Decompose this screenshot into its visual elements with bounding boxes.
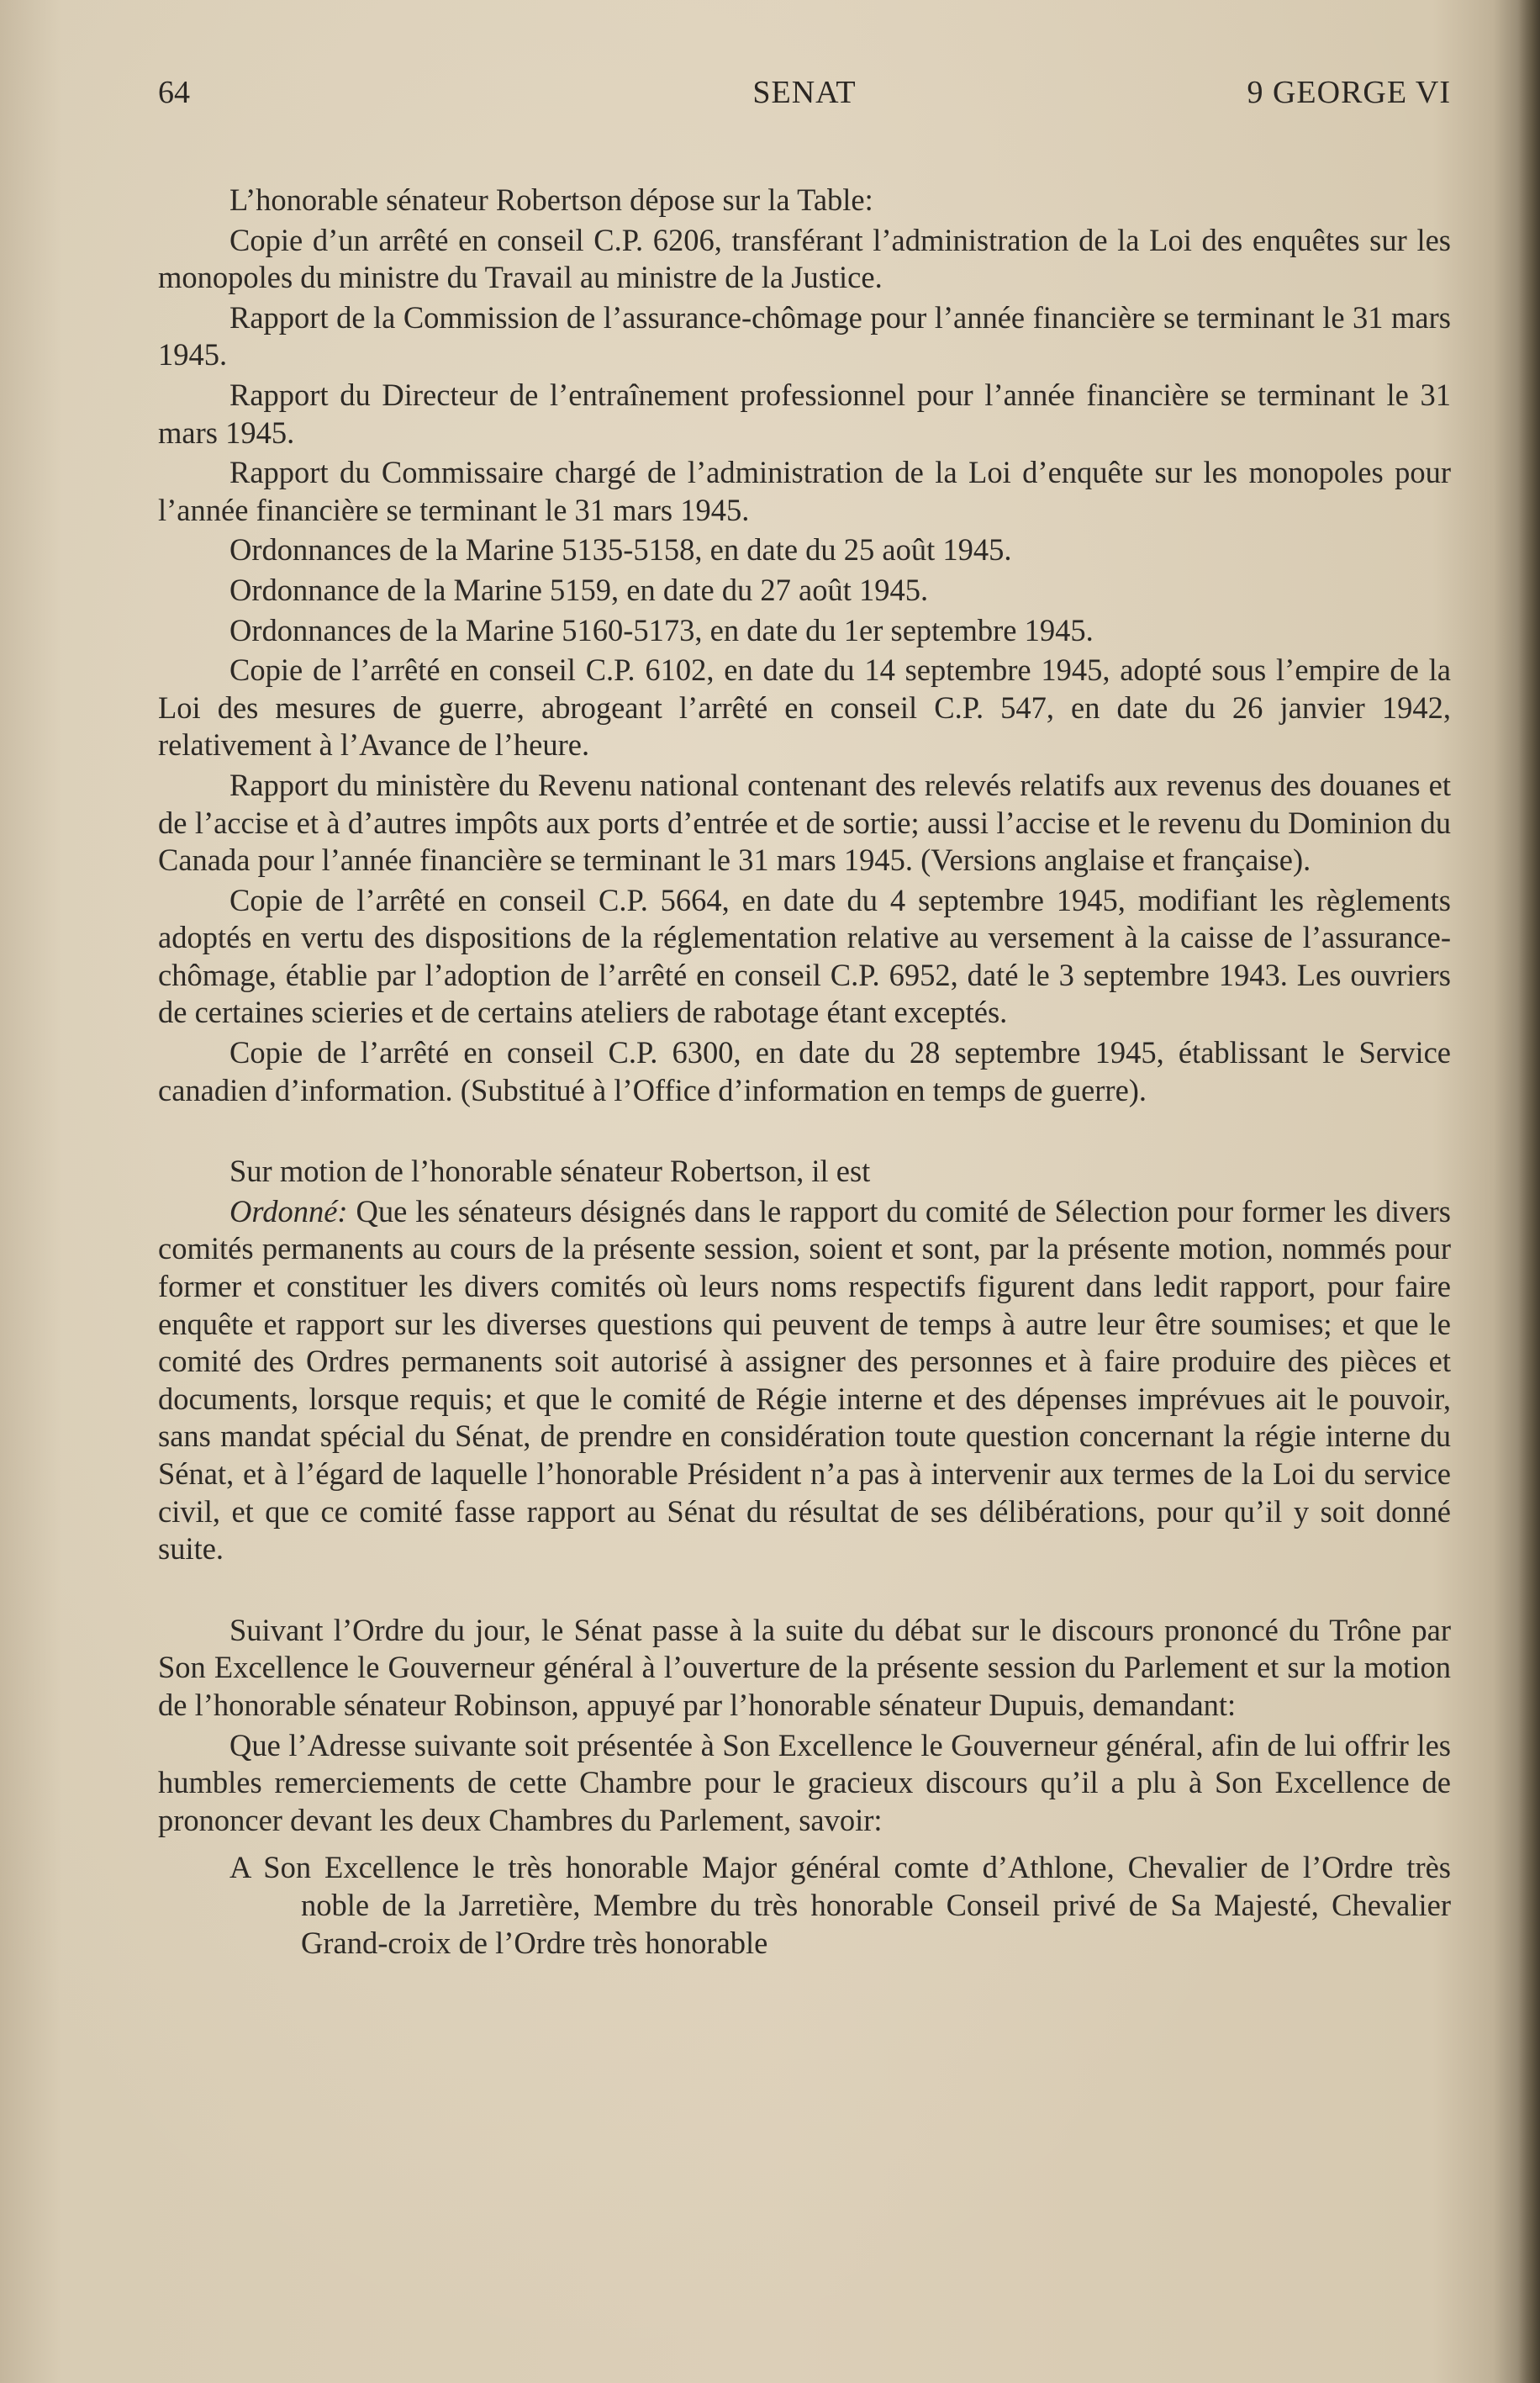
paragraph-order-6206: Copie d’un arrêté en conseil C.P. 6206, transférant l’administration de la Loi des enquêtes sur les monopoles du ministre du Travail au ministre de la Justice. bbox=[158, 222, 1451, 295]
paragraph-order-5664: Copie de l’arrêté en conseil C.P. 5664, en date du 4 septembre 1945, modifiant les règlements adoptés en vertu des dispositions de la réglementation relative au versement à la caisse de l’assurance-chômage, établie par l’adoption de l’arrêté en conseil C.P. 6952, daté le 3 septembre 1943. Les ouvriers de certaines scieries et de certains ateliers de rabotage étant exceptés. bbox=[158, 882, 1451, 1030]
page-number: 64 bbox=[158, 75, 190, 110]
ordered-label: Ordonné: bbox=[229, 1193, 348, 1228]
page-edge-shadow bbox=[1518, 0, 1540, 2383]
paragraph-marine-5159: Ordonnance de la Marine 5159, en date du 27 août 1945. bbox=[229, 572, 929, 607]
paragraph-motion-intro: Sur motion de l’honorable sénateur Robertson, il est bbox=[229, 1154, 871, 1189]
paragraph-order-of-day: Suivant l’Ordre du jour, le Sénat passe à la suite du débat sur le discours prononcé du Trône par Son Excellence le Gouverneur général à l’ouverture de la présente session du Parlement et sur la motion de l’honorable sénateur Robinson, appuyé par l’honorable sénateur Dupuis, demandant: bbox=[158, 1612, 1451, 1722]
paragraph-order-6102: Copie de l’arrêté en conseil C.P. 6102, en date du 14 septembre 1945, adopté sous l’empire de la Loi des mesures de guerre, abrogeant l’arrêté en conseil C.P. 547, en date du 26 janvier 1942, relativement à l’Avance de l’heure. bbox=[158, 653, 1451, 763]
running-header bbox=[158, 74, 1451, 116]
paragraph-report-monopolies: Rapport du Commissaire chargé de l’administration de la Loi d’enquête sur les monopoles pour l’année financière se terminant le 31 mars 1945. bbox=[158, 455, 1451, 527]
header-reign: 9 GEORGE VI bbox=[1247, 75, 1451, 110]
paragraph-marine-5160: Ordonnances de la Marine 5160-5173, en date du 1er septembre 1945. bbox=[229, 612, 1094, 647]
paragraph-report-unemployment: Rapport de la Commission de l’assurance-chômage pour l’année financière se terminant le 31 mars 1945. bbox=[158, 299, 1451, 373]
paragraph-report-training: Rapport du Directeur de l’entraînement professionnel pour l’année financière se terminant le 31 mars 1945. bbox=[158, 377, 1451, 450]
paragraph-report-revenue: Rapport du ministère du Revenu national contenant des relevés relatifs aux revenus des douanes et de l’accise et à d’autres impôts aux ports d’entrée et de sortie; aussi l’accise et le revenu du Dominion du Canada pour l’année financière se terminant le 31 mars 1945. (Versions anglaise et française). bbox=[158, 767, 1451, 878]
paragraph-address: Que l’Adresse suivante soit présentée à Son Excellence le Gouverneur général, afin de lui offrir les humbles remerciements de cette Chambre pour le gracieux discours qu’il a plu à Son Excellence de prononcer devant les deux Chambres du Parlement, savoir: bbox=[158, 1727, 1451, 1837]
paragraph-marine-5135: Ordonnances de la Marine 5135-5158, en date du 25 août 1945. bbox=[229, 532, 1012, 568]
header-title: SENAT bbox=[752, 75, 857, 110]
paragraph-addressee: A Son Excellence le très honorable Major général comte d’Athlone, Chevalier de l’Ordre très noble de la Jarretière, Membre du très honorable Conseil privé de Sa Majesté, Chevalier Grand-croix de l’Ordre très honorable bbox=[229, 1850, 1451, 1960]
page-body bbox=[158, 182, 1451, 1964]
paragraph-ordered bbox=[158, 1193, 1451, 1568]
paragraph-tabled-intro: L’honorable sénateur Robertson dépose sur la Table: bbox=[229, 182, 873, 217]
ordered-text: Que les sénateurs désignés dans le rapport du comité de Sélection pour former les divers comités permanents au cours de la présente session, soient et sont, par la présente motion, nommés pour former et constituer les divers comités où leurs noms respectifs figurent dans ledit rapport, pour faire enquête et rapport sur les diverses questions qui peuvent de temps à autre leur être soumises; et que le comité des Ordres permanents soit autorisé à assigner des personnes et à faire produire des pièces et documents, lorsque requis; et que le comité de Régie interne et des dépenses imprévues ait le pouvoir, sans mandat spécial du Sénat, de prendre en considération toute question concernant la régie interne du Sénat, et à l’égard de laquelle l’honorable Président n’a pas à intervenir aux termes de la Loi du service civil, et que ce comité fasse rapport au Sénat du résultat de ses délibérations, pour qu’il y soit donné suite. bbox=[158, 1193, 1451, 1567]
paragraph-order-6300: Copie de l’arrêté en conseil C.P. 6300, en date du 28 septembre 1945, établissant le Service canadien d’information. (Substitué à l’Office d’information en temps de guerre). bbox=[158, 1035, 1451, 1107]
